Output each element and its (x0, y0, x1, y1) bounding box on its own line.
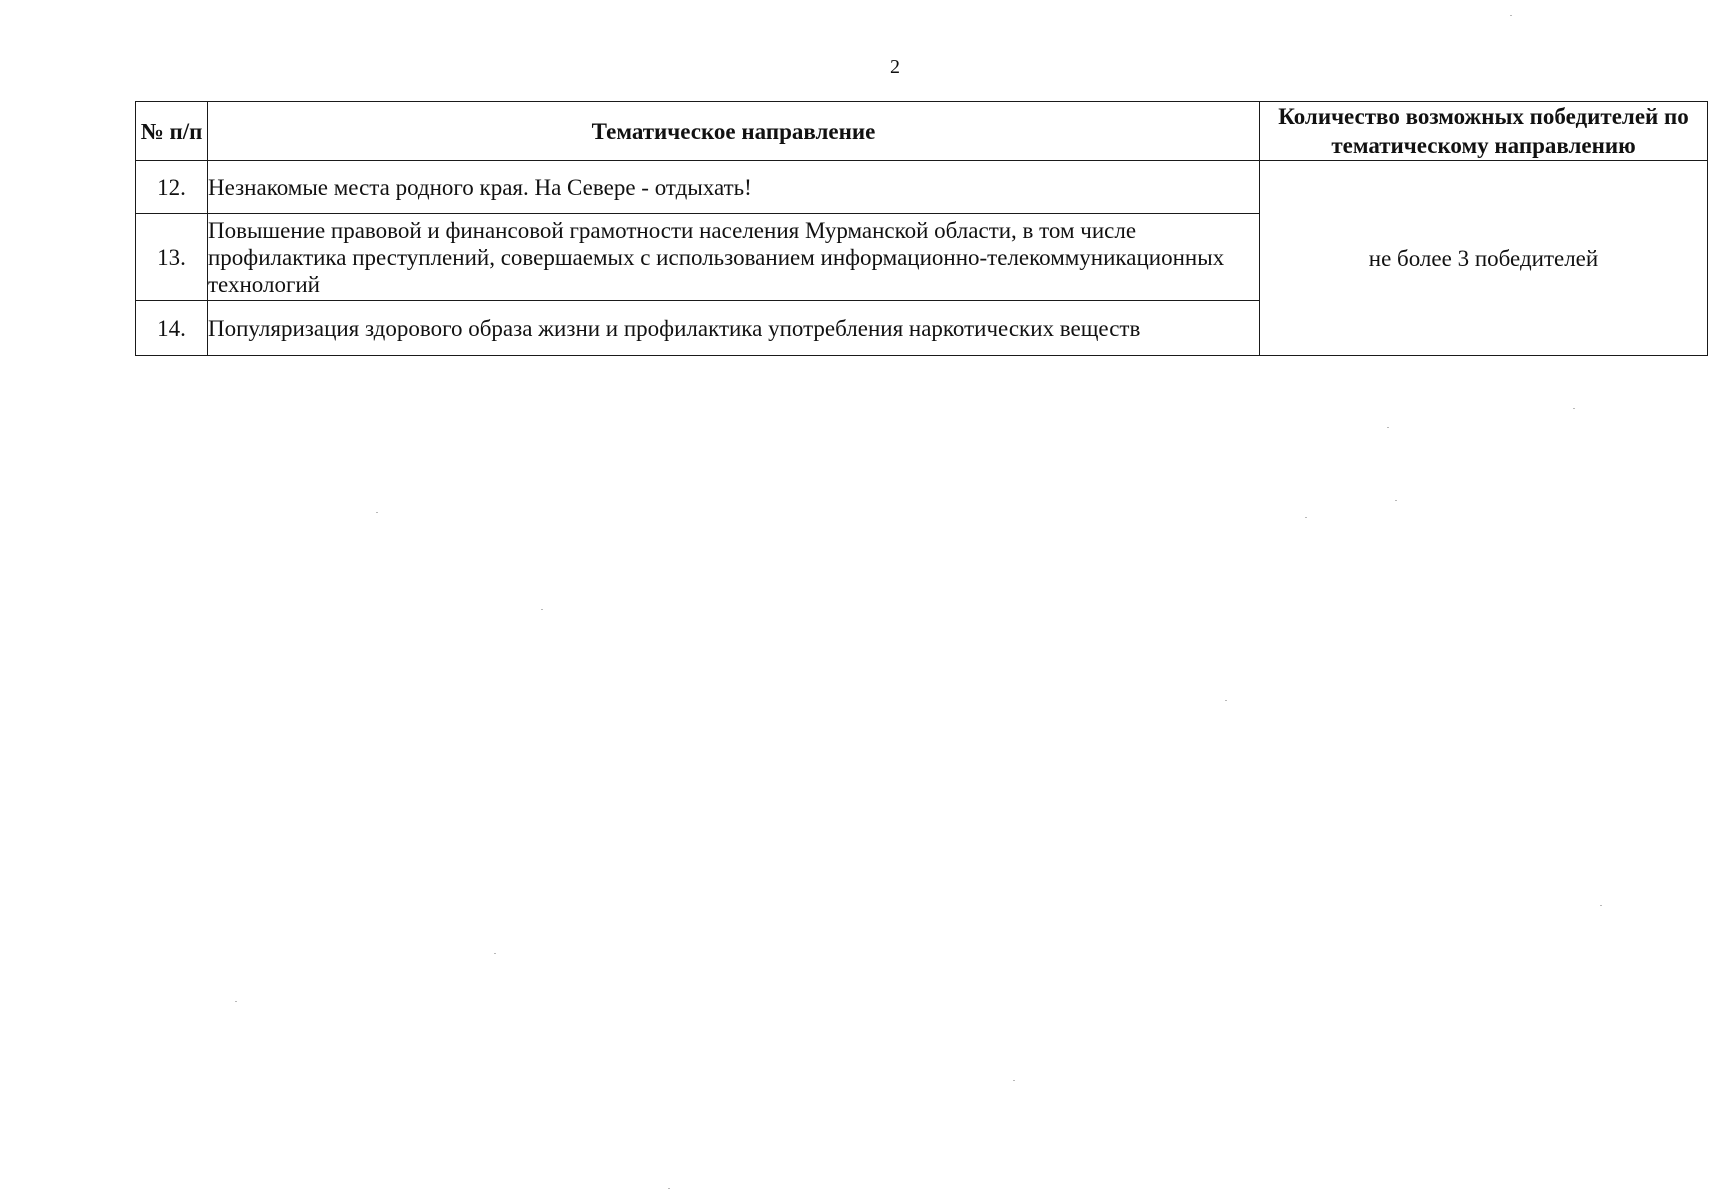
header-topic: Тематическое направление (208, 102, 1260, 161)
row-topic: Популяризация здорового образа жизни и профилактика употребления наркотических веществ (208, 301, 1260, 356)
scan-speck (1510, 15, 1512, 16)
scan-speck (1600, 905, 1602, 906)
topics-table (135, 101, 1708, 356)
row-topic: Незнакомые места родного края. На Севере - отдыхать! (208, 161, 1260, 214)
page-number: 2 (890, 56, 900, 78)
row-number: 13. (136, 214, 208, 301)
table-row (136, 161, 1708, 214)
scan-speck (1573, 408, 1575, 409)
row-number: 12. (136, 161, 208, 214)
scan-speck (541, 609, 543, 610)
scan-speck (1013, 1080, 1015, 1081)
scan-speck (1395, 500, 1397, 501)
header-winners-count: Количество возможных победителей по тематическому направлению (1260, 102, 1708, 161)
table-header-row (136, 102, 1708, 161)
winners-count-cell: не более 3 победителей (1260, 161, 1708, 356)
scan-speck (376, 512, 378, 513)
scan-speck (1387, 427, 1389, 428)
row-number: 14. (136, 301, 208, 356)
scan-speck (1305, 517, 1307, 518)
scan-speck (1225, 700, 1227, 701)
scan-speck (235, 1001, 237, 1002)
header-number: № п/п (136, 102, 208, 161)
row-topic: Повышение правовой и финансовой грамотности населения Мурманской области, в том числе профилактика преступлений, совершаемых с использованием информационно-телекоммуникационных технологий (208, 214, 1260, 301)
scan-speck (668, 1188, 670, 1189)
scan-speck (494, 953, 496, 954)
